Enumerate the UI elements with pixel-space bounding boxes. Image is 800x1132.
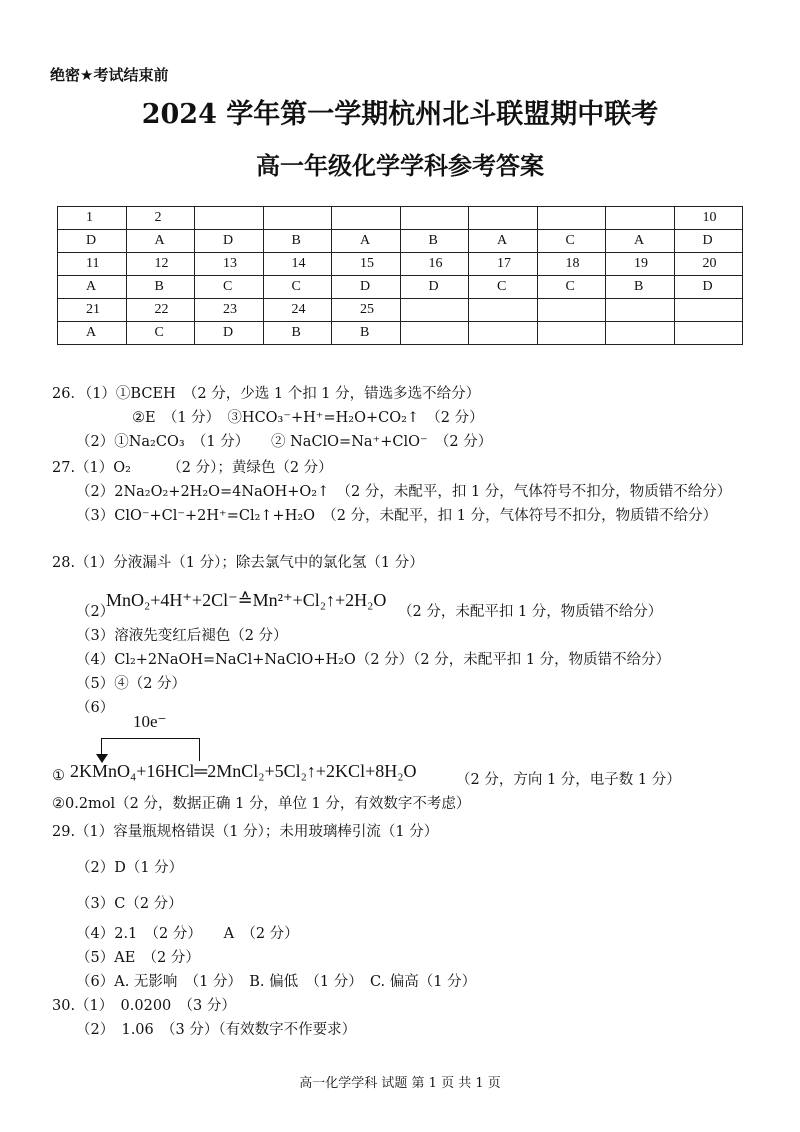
answer-table-cell: 15 [332, 253, 401, 276]
answer-table-cell: B [263, 230, 332, 253]
answer-table-cell: D [674, 230, 743, 253]
q29-line-3: （3）C（2 分） [76, 896, 183, 912]
electron-transfer-label: 10e⁻ [133, 712, 167, 731]
answer-table-row [58, 230, 743, 253]
answer-table-cell: 25 [332, 299, 401, 322]
answer-table-cell: A [332, 230, 401, 253]
answer-table-cell: B [400, 230, 469, 253]
answer-table-cell: 14 [263, 253, 332, 276]
q29-line-2: （2）D（1 分） [76, 860, 184, 876]
answer-table-cell: 10 [674, 207, 743, 230]
answer-table-cell: B [263, 322, 332, 345]
q27-line-2: （2）2Na₂O₂+2H₂O=4NaOH+O₂↑ （2 分，未配平，扣 1 分，气体符号不扣分，物质错不给分） [76, 484, 732, 500]
exam-title: 2024 学年第一学期杭州北斗联盟期中联考 [141, 99, 659, 130]
answer-table-cell: A [606, 230, 675, 253]
answer-table-cell: C [195, 276, 264, 299]
answer-table-row [58, 276, 743, 299]
answer-table-cell: 17 [469, 253, 538, 276]
q27-line-3: （3）ClO⁻+Cl⁻+2H⁺=Cl₂↑+H₂O （2 分，未配平，扣 1 分，气体符号不扣分，物质错不给分） [76, 508, 718, 524]
q28-line-2-prefix: （2） [76, 604, 115, 620]
answer-table-cell: A [58, 322, 127, 345]
answer-table-cell: 12 [126, 253, 195, 276]
answer-table-cell: 13 [195, 253, 264, 276]
answer-table-cell [674, 299, 743, 322]
q26-line-2: ②E （1 分） ③HCO₃⁻+H⁺=H₂O+CO₂↑ （2 分） [132, 410, 484, 426]
answer-table-row [58, 253, 743, 276]
answer-table-row [58, 322, 743, 345]
answer-table-cell [263, 207, 332, 230]
answer-table-cell: C [537, 230, 606, 253]
q30-line-1: 30.（1） 0.0200 （3 分） [52, 998, 236, 1014]
answer-table-cell: A [58, 276, 127, 299]
answer-table-cell [537, 207, 606, 230]
answer-table-cell: C [126, 322, 195, 345]
answer-table-cell: 18 [537, 253, 606, 276]
answer-table-cell [469, 207, 538, 230]
answer-table-cell: C [263, 276, 332, 299]
electron-transfer-bracket [101, 738, 200, 761]
answer-table-cell [674, 322, 743, 345]
answer-table-cell [606, 299, 675, 322]
q26-line-1: 26．（1）①BCEH （2 分，少选 1 个扣 1 分，错选多选不给分） [52, 386, 481, 402]
q29-line-5: （5）AE （2 分） [76, 950, 200, 966]
answer-table-cell: C [537, 276, 606, 299]
answer-table-cell: 20 [674, 253, 743, 276]
q27-line-1: 27.（1）O₂ （2 分）；黄绿色（2 分） [52, 460, 333, 476]
confidential-label: 绝密★考试结束前 [50, 66, 169, 84]
q26-line-3: （2）①Na₂CO₃ （1 分） ② NaClO=Na⁺+ClO⁻ （2 分） [76, 434, 493, 450]
answer-table-cell: 21 [58, 299, 127, 322]
answer-table-cell [606, 322, 675, 345]
q28-line-1: 28.（1）分液漏斗（1 分）；除去氯气中的氯化氢（1 分） [52, 555, 424, 571]
answer-table-cell [537, 322, 606, 345]
answer-table-cell [332, 207, 401, 230]
q28-line-2-note: （2 分，未配平扣 1 分，物质错不给分） [398, 604, 663, 620]
answer-table-cell: A [126, 230, 195, 253]
answer-table-cell: C [469, 276, 538, 299]
answer-table-cell: 1 [58, 207, 127, 230]
q28-equation-kmno4: 2KMnO₄+16HCl═2MnCl₂+5Cl₂↑+2KCl+8H₂O [70, 761, 417, 781]
answer-table-cell: D [400, 276, 469, 299]
answer-table-cell: A [469, 230, 538, 253]
answer-table-cell: B [332, 322, 401, 345]
answer-table-cell: 19 [606, 253, 675, 276]
exam-subtitle: 高一年级化学学科参考答案 [256, 151, 544, 180]
q28-line-8: ②0.2mol（2 分，数据正确 1 分，单位 1 分，有效数字不考虑） [52, 796, 471, 812]
q29-line-6: （6）A. 无影响 （1 分） B. 偏低 （1 分） C. 偏高（1 分） [76, 974, 477, 990]
page-footer: 高一化学学科 试题 第 1 页 共 1 页 [299, 1076, 501, 1091]
answer-table-cell: 24 [263, 299, 332, 322]
q28-equation-mno2: MnO₂+4H⁺+2Cl⁻≙Mn²⁺+Cl₂↑+2H₂O [106, 590, 387, 610]
answer-table-cell [400, 207, 469, 230]
answer-table-cell: D [195, 322, 264, 345]
answer-table-row [58, 207, 743, 230]
q28-equation-note: （2 分，方向 1 分，电子数 1 分） [456, 772, 681, 788]
answer-table-cell: 11 [58, 253, 127, 276]
answer-table [57, 206, 743, 345]
answer-table-cell: 2 [126, 207, 195, 230]
answer-table-cell: D [674, 276, 743, 299]
answer-table-cell: 23 [195, 299, 264, 322]
answer-table-cell: D [58, 230, 127, 253]
answer-table-cell [195, 207, 264, 230]
q29-line-1: 29.（1）容量瓶规格错误（1 分）；未用玻璃棒引流（1 分） [52, 824, 439, 840]
answer-table-cell: 22 [126, 299, 195, 322]
q30-line-2: （2） 1.06 （3 分）（有效数字不作要求） [76, 1022, 357, 1038]
answer-table-cell: B [606, 276, 675, 299]
answer-table-cell [400, 299, 469, 322]
answer-table-cell: 16 [400, 253, 469, 276]
answer-table-cell [400, 322, 469, 345]
answer-table-cell [469, 322, 538, 345]
q29-line-4: （4）2.1 （2 分） A （2 分） [76, 926, 299, 942]
answer-table-cell: D [332, 276, 401, 299]
q28-line-5: （5）④（2 分） [76, 676, 187, 692]
answer-table-cell [469, 299, 538, 322]
q28-equation-prefix: ① [52, 768, 65, 784]
answer-table-row [58, 299, 743, 322]
answer-table-cell: B [126, 276, 195, 299]
q28-line-6: （6） [76, 700, 115, 716]
answer-table-cell [537, 299, 606, 322]
q28-line-3: （3）溶液先变红后褪色（2 分） [76, 628, 288, 644]
answer-table-cell: D [195, 230, 264, 253]
q28-line-4: （4）Cl₂+2NaOH=NaCl+NaClO+H₂O（2 分）（2 分，未配平扣 1 分，物质错不给分） [76, 652, 671, 668]
answer-table-cell [606, 207, 675, 230]
